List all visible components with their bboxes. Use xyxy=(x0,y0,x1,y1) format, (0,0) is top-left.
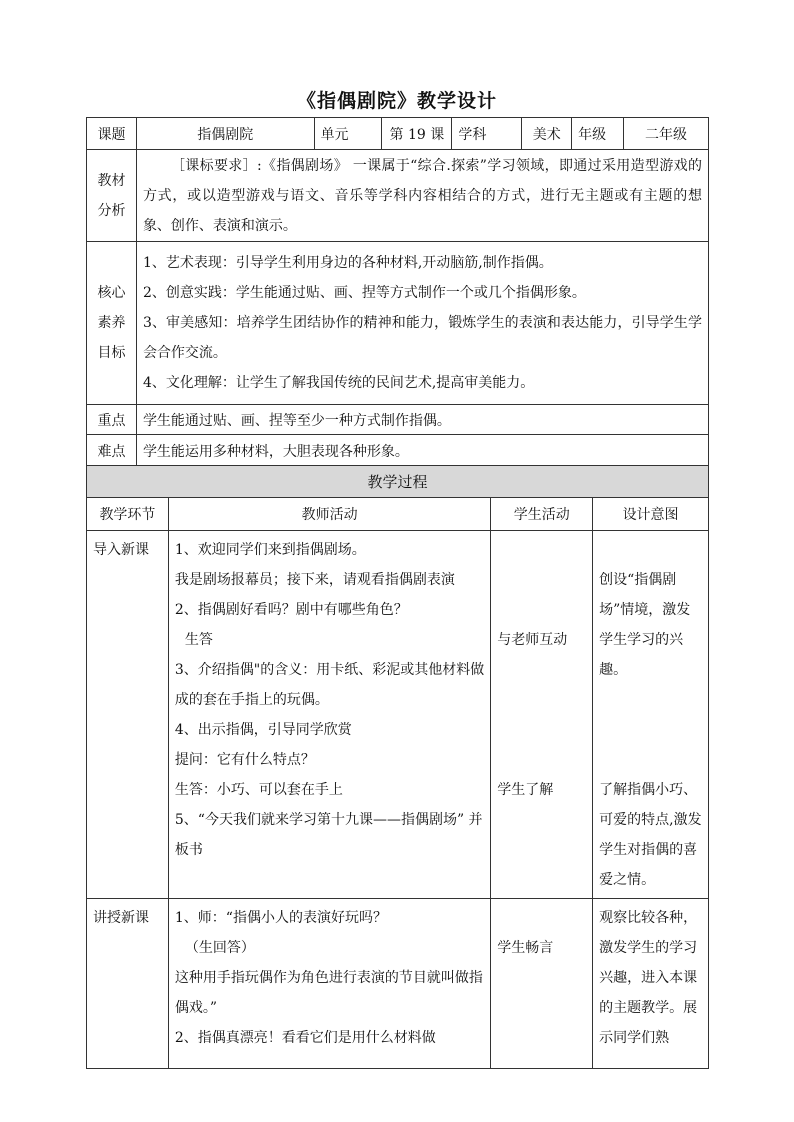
column-teacher: 教师活动 xyxy=(168,498,490,531)
objective-item: 4、文化理解：让学生了解我国传统的民间艺术,提高审美能力。 xyxy=(142,375,535,391)
process-columns-row xyxy=(87,498,709,531)
lecture-stage: 讲授新课 xyxy=(87,899,169,1069)
material-text: ［课标要求］:《指偶剧场》 一课属于“综合.探索”学习领域，即通过采用造型游戏的方式，或以造型游戏与语文、音乐等学科内容相结合的方式，进行无主题或有主题的想象、创作、表演和演示。 xyxy=(136,150,708,242)
lesson-info-table xyxy=(86,117,709,467)
teaching-process-table xyxy=(86,465,709,1069)
difficult-point-row xyxy=(87,435,709,467)
grade-label: 年级 xyxy=(572,118,624,150)
lecture-design-intent: 观察比较各种，激发学生的学习兴趣，进入本课的主题教学。展示同学们熟 xyxy=(593,899,709,1069)
column-intent: 设计意图 xyxy=(593,498,709,531)
core-literacy-row xyxy=(87,242,709,405)
intro-design-intent: 创设“指偶剧场”情境，激发学生学习的兴趣。 了解指偶小巧、可爱的特点,激发学生对指偶的喜爱之情。 xyxy=(593,531,709,899)
intro-stage: 导入新课 xyxy=(87,531,169,899)
unit-label: 单元 xyxy=(314,118,382,150)
process-header: 教学过程 xyxy=(87,466,709,498)
lecture-student-activity: 学生畅言 xyxy=(491,899,593,1069)
objective-item: 3、审美感知：培养学生团结协作的精神和能力，锻炼学生的表演和表达能力，引导学生学会合作交流。 xyxy=(142,315,702,361)
lecture-teacher-activity: 1、师：“指偶小人的表演好玩吗？ （生回答） 这种用手指玩偶作为角色进行表演的节目就叫做指偶戏。” 2、指偶真漂亮！看看它们是用什么材料做 xyxy=(168,899,490,1069)
subject-value: 美术 xyxy=(522,118,572,150)
process-header-row xyxy=(87,466,709,498)
document-title: 《指偶剧院》教学设计 xyxy=(296,90,497,112)
column-student: 学生活动 xyxy=(491,498,593,531)
material-label: 教材 分析 xyxy=(87,150,137,242)
key-label: 重点 xyxy=(87,405,137,435)
lecture-row xyxy=(87,899,709,1069)
key-text: 学生能通过贴、画、捏等至少一种方式制作指偶。 xyxy=(136,405,708,435)
difficult-text: 学生能运用多种材料，大胆表现各种形象。 xyxy=(136,435,708,467)
unit-value: 第 19 课 xyxy=(382,118,452,150)
subject-label: 学科 xyxy=(452,118,522,150)
core-label: 核心 素养 目标 xyxy=(87,242,137,405)
topic-label: 课题 xyxy=(87,118,137,150)
key-point-row xyxy=(87,405,709,435)
material-analysis-row xyxy=(87,150,709,242)
grade-value: 二年级 xyxy=(624,118,709,150)
difficult-label: 难点 xyxy=(87,435,137,467)
intro-teacher-activity: 1、欢迎同学们来到指偶剧场。 我是剧场报幕员；接下来，请观看指偶剧表演 2、指偶剧好看吗？剧中有哪些角色？ 生答 3、介绍指偶"的含义：用卡纸、彩泥或其他材料做成的套在手指上的玩偶。 4、出示指偶，引导同学欣赏 提问：它有什么特点？ 生答：小巧、可以套在手上 5、“今天我们就来学习第十九课——指偶剧场” 并板书 xyxy=(168,531,490,899)
intro-student-activity: 与老师互动 学生了解 xyxy=(491,531,593,899)
objective-item: 2、创意实践：学生能通过贴、画、捏等方式制作一个或几个指偶形象。 xyxy=(142,285,586,301)
info-row xyxy=(87,118,709,150)
topic-value: 指偶剧院 xyxy=(136,118,314,150)
objective-item: 1、艺术表现：引导学生利用身边的各种材料,开动脑筋,制作指偶。 xyxy=(142,255,553,271)
core-objectives xyxy=(136,242,708,405)
column-stage: 教学环节 xyxy=(87,498,169,531)
intro-row xyxy=(87,531,709,899)
